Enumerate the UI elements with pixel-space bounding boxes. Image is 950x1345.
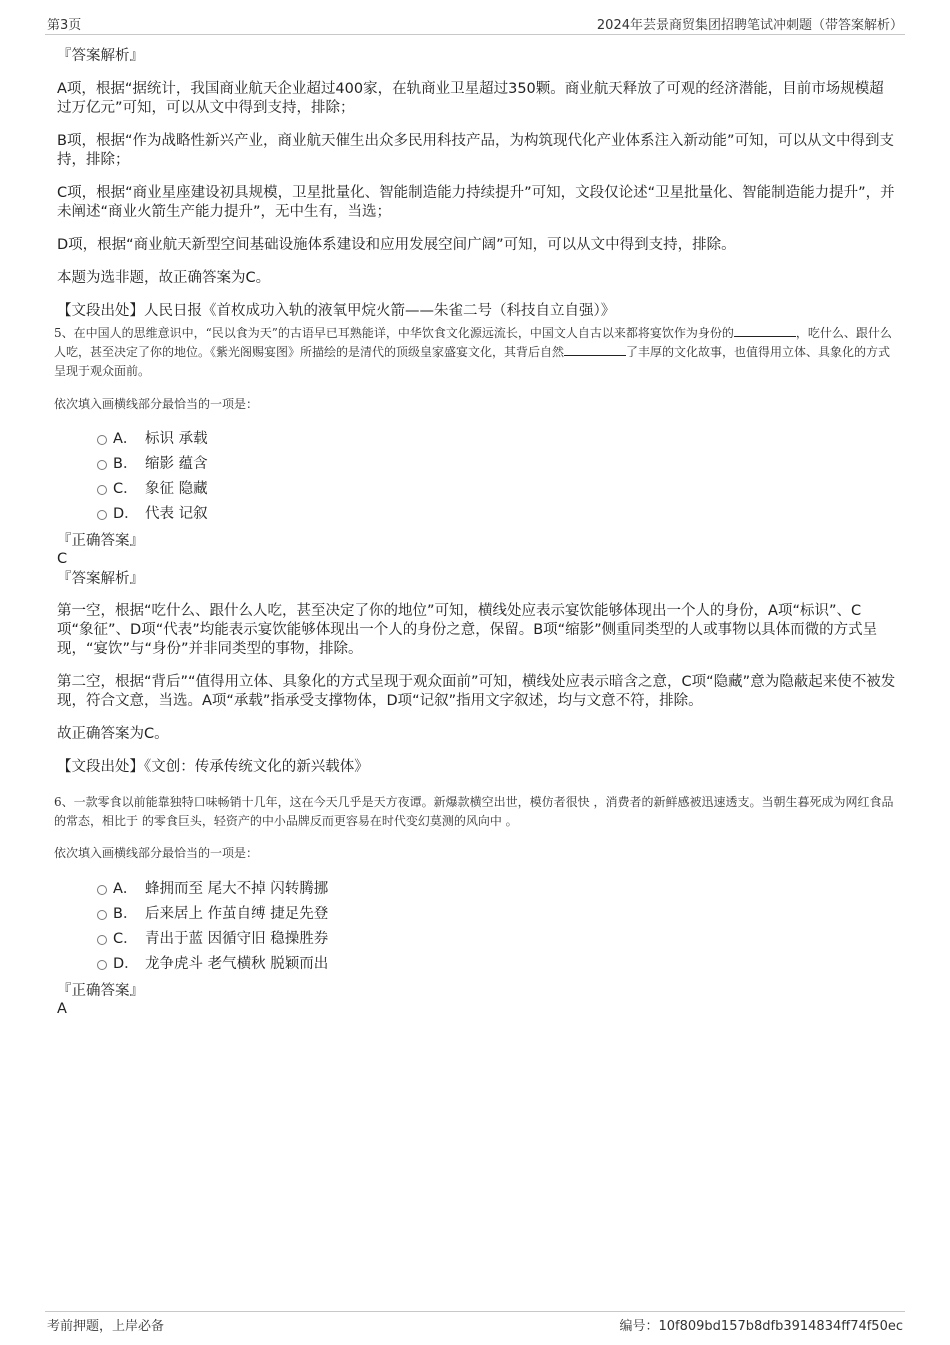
correct-answer: A bbox=[57, 1001, 67, 1017]
analysis-conclusion: 本题为选非题，故正确答案为C。 bbox=[57, 270, 271, 286]
option-c[interactable]: C． 青出于蓝 因循守旧 稳操胜券 bbox=[57, 927, 897, 952]
correct-answer: C bbox=[57, 551, 68, 567]
page-footer bbox=[45, 1311, 905, 1334]
option-c[interactable]: C． 象征 隐藏 bbox=[57, 477, 897, 502]
page-content bbox=[54, 46, 897, 1018]
analysis-tag: 『答案解析』 bbox=[57, 571, 144, 587]
radio-button[interactable] bbox=[97, 510, 107, 520]
question-5-stem: 5、在中国人的思维意识中，“民以食为天”的古语早已耳熟能详，中华饮食文化源远流长，中国文人自古以来都将宴饮作为身份的 ，吃什么、跟什么人吃，甚至决定了你的地位。《紫光阁赐宴图》所描绘的是清代的顶级皇家盛宴文化，其背后自然 了丰厚的文化故事，也值得用立体、具象化的方式呈现于观众面前。 bbox=[54, 326, 892, 378]
analysis-option-b: B项，根据“作为战略性新兴产业，商业航天催生出众多民用科技产品，为构筑现代化产业体系注入新动能”可知，可以从文中得到支持，排除； bbox=[57, 133, 894, 168]
question-6-instruction: 依次填入画横线部分最恰当的一项是： bbox=[54, 846, 259, 860]
analysis-blank-1: 第一空，根据“吃什么、跟什么人吃，甚至决定了你的地位”可知，横线处应表示宴饮能够体现出一个人的身份，A项“标识”、C项“象征”、D项“代表”均能表示宴饮能够体现出一个人的身份之意，保留。B项“缩影”侧重同类型的人或事物以具体而微的方式呈现，“宴饮”与“身份”并非同类型的事物，排除。 bbox=[57, 603, 878, 657]
correct-answer-tag: 『正确答案』 bbox=[57, 983, 144, 999]
radio-button[interactable] bbox=[97, 935, 107, 945]
radio-button[interactable] bbox=[97, 435, 107, 445]
option-a[interactable]: A． 标识 承载 bbox=[57, 427, 897, 452]
option-d[interactable]: D． 龙争虎斗 老气横秋 脱颖而出 bbox=[57, 952, 897, 977]
analysis-tag: 『答案解析』 bbox=[57, 48, 144, 64]
analysis-option-a: A项，根据“据统计，我国商业航天企业超过400家，在轨商业卫星超过350颗。商业航天释放了可观的经济潜能，目前市场规模超过万亿元”可知，可以从文中得到支持，排除； bbox=[57, 81, 884, 116]
blank-2 bbox=[564, 343, 626, 356]
radio-button[interactable] bbox=[97, 485, 107, 495]
option-b[interactable]: B． 缩影 蕴含 bbox=[57, 452, 897, 477]
radio-button[interactable] bbox=[97, 460, 107, 470]
analysis-conclusion: 故正确答案为C。 bbox=[57, 726, 169, 742]
question-6-stem: 6、一款零食以前能靠独特口味畅销十几年，这在今天几乎是天方夜谭。新爆款横空出世，模仿者很快 ，消费者的新鲜感被迅速透支。当朝生暮死成为网红食品的常态，相比于 的零食巨头，轻资产的中小品牌反而更容易在时代变幻莫测的风向中 。 bbox=[54, 795, 894, 828]
page-header bbox=[45, 14, 905, 35]
analysis-option-c: C项，根据“商业星座建设初具规模，卫星批量化、智能制造能力持续提升”可知，文段仅论述“卫星批量化、智能制造能力提升”，并未阐述“商业火箭生产能力提升”，无中生有，当选； bbox=[57, 185, 895, 220]
option-a[interactable]: A． 蜂拥而至 尾大不掉 闪转腾挪 bbox=[57, 877, 897, 902]
correct-answer-tag: 『正确答案』 bbox=[57, 533, 144, 549]
page-number: 第3页 bbox=[47, 18, 82, 33]
option-d[interactable]: D． 代表 记叙 bbox=[57, 502, 897, 527]
analysis-option-d: D项，根据“商业航天新型空间基础设施体系建设和应用发展空间广阔”可知，可以从文中得到支持，排除。 bbox=[57, 237, 736, 253]
radio-button[interactable] bbox=[97, 960, 107, 970]
question-6-options bbox=[57, 877, 897, 977]
radio-button[interactable] bbox=[97, 885, 107, 895]
document-code: 编号：10f809bd157b8dfb3914834ff74f50ec bbox=[619, 1319, 903, 1334]
blank-1 bbox=[734, 324, 796, 337]
source-citation: 【文段出处】人民日报《首枚成功入轨的液氧甲烷火箭——朱雀二号（科技自立自强）》 bbox=[57, 303, 616, 319]
analysis-blank-2: 第二空，根据“背后”“值得用立体、具象化的方式呈现于观众面前”可知，横线处应表示暗含之意，C项“隐藏”意为隐蔽起来使不被发现，符合文意，当选。A项“承载”指承受支撑物体，D项“记叙”指用文字叙述，均与文意不符，排除。 bbox=[57, 674, 896, 709]
footer-slogan: 考前押题，上岸必备 bbox=[47, 1319, 165, 1334]
question-5-instruction: 依次填入画横线部分最恰当的一项是： bbox=[54, 397, 259, 411]
source-citation: 【文段出处】《文创：传承传统文化的新兴载体》 bbox=[57, 759, 369, 775]
document-title: 2024年芸景商贸集团招聘笔试冲刺题（带答案解析） bbox=[596, 18, 903, 33]
radio-button[interactable] bbox=[97, 910, 107, 920]
option-b[interactable]: B． 后来居上 作茧自缚 捷足先登 bbox=[57, 902, 897, 927]
question-5-options bbox=[57, 427, 897, 527]
